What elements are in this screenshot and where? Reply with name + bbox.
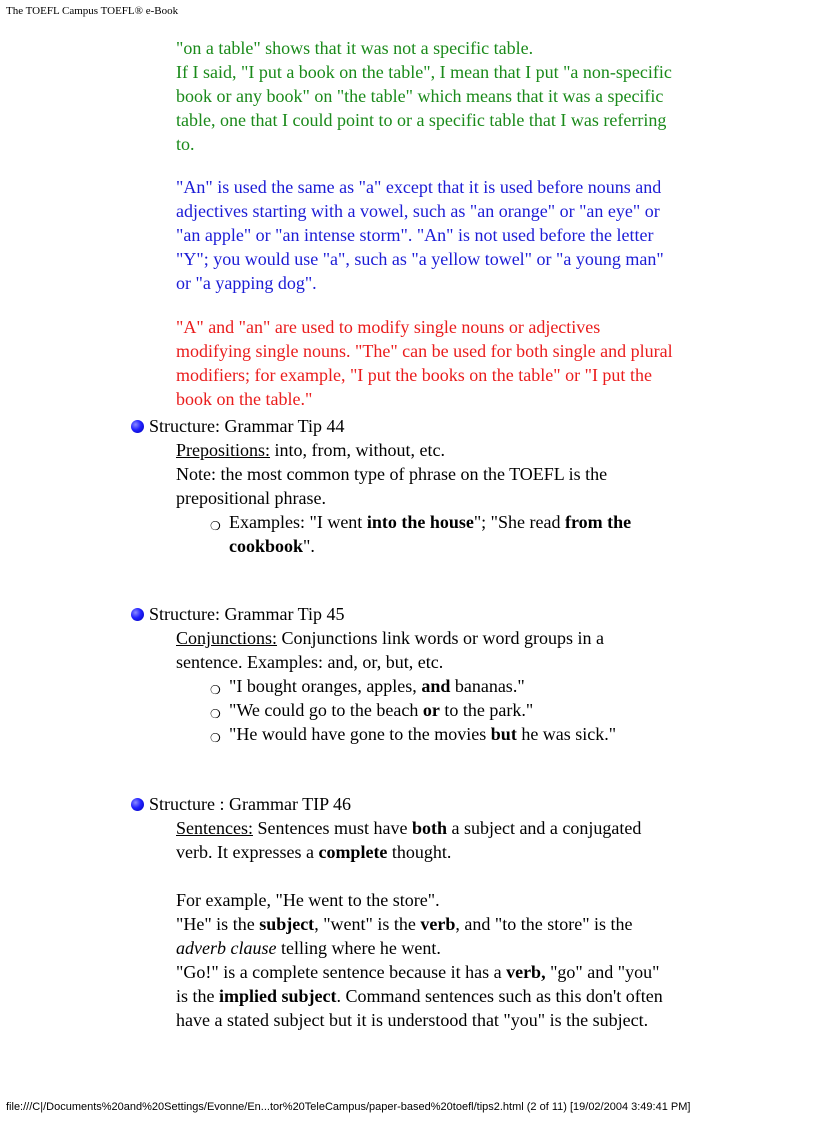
text-line: modifiers; for example, "I put the books on the table" or "I put the [176,365,652,385]
circle-bullet-icon: ❍ [210,683,221,697]
body-bold: complete [318,842,388,862]
tip45-line2: sentence. Examples: and, or, but, etc. [176,652,444,672]
tip44-note-line2: prepositional phrase. [176,488,326,508]
text-line: "on a table" shows that it was not a specific table. [176,38,534,58]
tip44-body [176,438,696,510]
circle-bullet-icon: ❍ [210,519,221,533]
tip46-body [176,816,696,1032]
example-text: "He would have gone to the movies [229,724,491,744]
body-text: Sentences must have [252,818,412,838]
page-header-title: The TOEFL Campus TOEFL® e-Book [6,5,179,17]
green-paragraph [176,36,706,156]
tip46-heading-row [131,792,351,816]
text-line: "A" and "an" are used to modify single nouns or adjectives [176,317,601,337]
example-text: ". [303,536,315,556]
example-bold: from the [565,512,632,532]
body-text: . Command sentences such as this don't often [336,986,663,1006]
blue-paragraph [176,175,706,295]
body-text: thought. [387,842,452,862]
body-text: "Go!" is a complete sentence because it has a [176,962,507,982]
text-line: book or any book" on "the table" which means that it was a specific [176,86,664,106]
term-sentences: Sentences: [176,818,253,838]
example-text: "I bought oranges, apples, [229,676,422,696]
page-footer-path: file:///C|/Documents%20and%20Settings/Evonne/En...tor%20TeleCampus/paper-based%20toefl/tips2.html (2 of 11) [19/02/2004 3:49:41 PM] [6,1101,691,1113]
body-text: a subject and a conjugated [446,818,642,838]
body-text: have a stated subject but it is understood that "you" is the subject. [176,1010,649,1030]
text-line: modifying single nouns. "The" can be used for both single and plural [176,341,673,361]
example-text: to the park." [439,700,534,720]
tip45-body [176,626,696,674]
text-line: "Y"; you would use "a", such as "a yellow towel" or "a young man" [176,249,664,269]
body-italic: adverb clause [176,938,277,958]
body-text: telling where he went. [276,938,441,958]
tip44-note-line1: Note: the most common type of phrase on the TOEFL is the [176,464,608,484]
text-line: If I said, "I put a book on the table", I mean that I put "a non-specific [176,62,672,82]
text-line: table, one that I could point to or a specific table that I was referring [176,110,667,130]
example-bold: into the house [366,512,474,532]
term-definition: into, from, without, etc. [270,440,445,460]
example-text: "; "She read [473,512,565,532]
blue-bullet-icon [131,798,144,811]
term-definition: Conjunctions link words or word groups in a [277,628,604,648]
tip45-heading-row [131,602,345,626]
text-line: to. [176,134,195,154]
example-bold: but [490,724,517,744]
example-text: Examples: "I went [229,512,367,532]
body-bold: implied subject [219,986,337,1006]
example-text: he was sick." [516,724,617,744]
text-line: adjectives starting with a vowel, such as "an orange" or "an eye" or [176,201,660,221]
example-text: "We could go to the beach [229,700,423,720]
example-bold: or [422,700,440,720]
term-prepositions: Prepositions: [176,440,271,460]
circle-bullet-icon: ❍ [210,707,221,721]
text-line: "an apple" or "an intense storm". "An" is not used before the letter [176,225,654,245]
body-text: is the [176,986,219,1006]
tip45-example-item [210,674,680,698]
circle-bullet-icon: ❍ [210,731,221,745]
body-bold: verb [420,914,456,934]
tip46-example-intro: For example, "He went to the store". [176,890,440,910]
tip45-example-item [210,698,680,722]
body-text: "go" and "you" [545,962,660,982]
body-text: "He" is the [176,914,260,934]
tip45-example-item [210,722,680,746]
blue-bullet-icon [131,608,144,621]
body-text: , "went" is the [314,914,421,934]
text-line: "An" is used the same as "a" except that it is used before nouns and [176,177,662,197]
text-line: book on the table." [176,389,313,409]
body-bold: subject [259,914,315,934]
tip45-heading: Structure: Grammar Tip 45 [149,604,345,624]
blue-bullet-icon [131,420,144,433]
body-bold: verb, [506,962,546,982]
example-text: bananas." [450,676,525,696]
tip44-heading-row [131,414,345,438]
term-conjunctions: Conjunctions: [176,628,278,648]
tip44-heading: Structure: Grammar Tip 44 [149,416,345,436]
example-bold: and [421,676,451,696]
example-bold: cookbook [229,536,304,556]
text-line: or "a yapping dog". [176,273,317,293]
body-text: , and "to the store" is the [455,914,633,934]
body-bold: both [411,818,447,838]
tip46-heading: Structure : Grammar TIP 46 [149,794,351,814]
tip44-example-item [210,510,680,558]
body-text: verb. It expresses a [176,842,319,862]
red-paragraph [176,315,706,411]
